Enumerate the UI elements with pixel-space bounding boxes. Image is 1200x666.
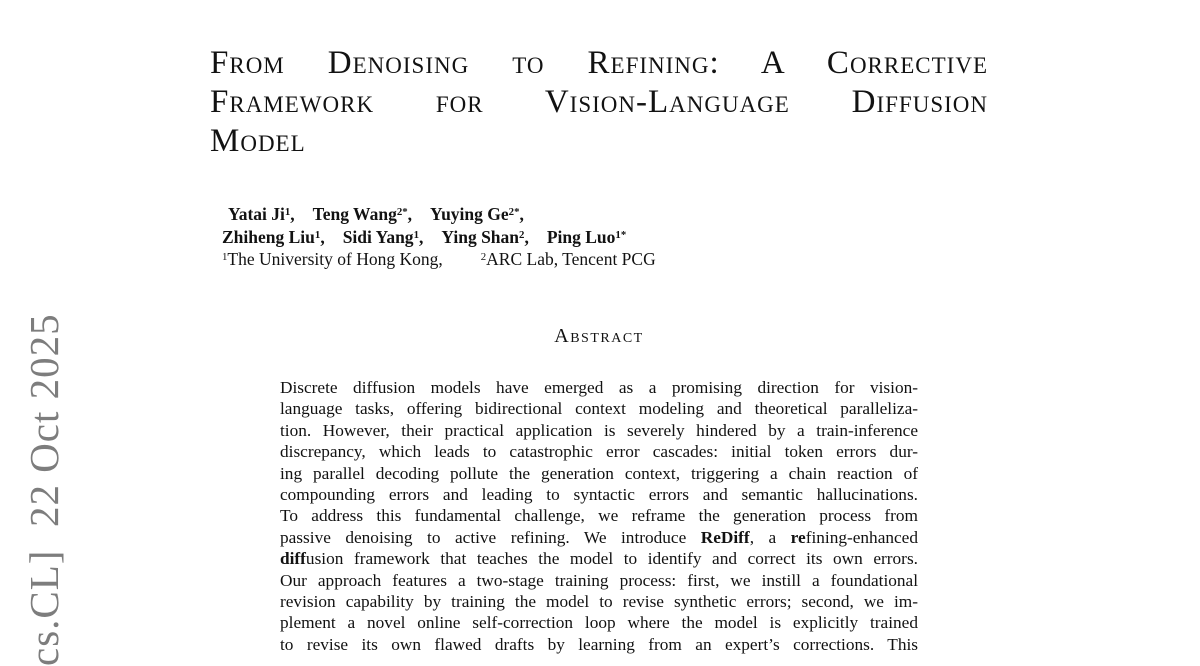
- title-line-2: Framework for Vision-Language Diffusion: [210, 84, 988, 120]
- abstract-line-11: revision capability by training the model to revise synthetic errors; second, we im-: [280, 592, 918, 612]
- author-affiliation-mark: 1*: [615, 228, 627, 241]
- arxiv-watermark: cs.CL] 22 Oct 2025: [21, 313, 67, 666]
- author-yatai-ji: Yatai Ji$^1$,: [228, 204, 295, 224]
- title-line-3: Model: [210, 123, 306, 159]
- abstract-line-13: to revise its own flawed drafts by learning from an expert’s corrections. This: [280, 634, 918, 654]
- abstract-line-5: ing parallel decoding pollute the generation context, triggering a chain reaction of: [280, 463, 918, 483]
- author-yuying-ge: Yuying $Ge^{2*}$,: [430, 204, 524, 224]
- affiliation-line: [222, 248, 656, 271]
- author-affiliation-mark: 2: [519, 228, 525, 241]
- title-line-1: From Denoising to Refining: A Corrective: [210, 45, 988, 81]
- author-affiliation-mark: 1: [284, 206, 291, 219]
- abstract-line-1: Discrete diffusion models have emerged as a promising direction for vision-: [280, 378, 918, 397]
- author-affiliation-mark: 2*: [508, 206, 520, 219]
- affiliation-2: $^2$ARC Lab, Tencent PCG: [480, 249, 656, 269]
- abstract-line-3: tion. However, their practical application is severely hindered by a train-inference: [280, 420, 918, 440]
- author-ying-shan: Ying Shan$^2$,: [441, 226, 529, 247]
- abstract-heading: Abstract: [554, 325, 644, 347]
- author-teng-wang: Teng Wang$^{2*}$,: [312, 204, 413, 224]
- author-line-2: [222, 226, 656, 249]
- abstract-line-2: language tasks, offering bidirectional context modeling and theoretical paralleliza-: [280, 399, 918, 419]
- abstract-line-4: discrepancy, which leads to catastrophic error cascades: initial token errors dur-: [280, 442, 918, 462]
- author-affiliation-mark: 1: [413, 228, 419, 241]
- abstract-line-8: passive denoising to active refining. We introduce ReDiff, a refining-enhanced: [280, 527, 918, 547]
- author-block: [222, 203, 656, 271]
- abstract-line-7: To address this fundamental challenge, we reframe the generation process from: [280, 506, 918, 526]
- author-zhiheng-liu: Zhiheng Liu$^1$,: [222, 226, 325, 247]
- abstract-line-12: plement a novel online self-correction loop where the model is explicitly trained: [280, 613, 918, 633]
- author-affiliation-mark: 2*: [396, 206, 408, 219]
- abstract-line-9: diffusion framework that teaches the model to identify and correct its own errors.: [280, 549, 918, 569]
- author-sidi-yang: Sidi Yang$^1$,: [342, 226, 424, 247]
- abstract-line-10: Our approach features a two-stage training process: first, we instill a foundational: [280, 570, 918, 590]
- author-affiliation-mark: 1: [314, 228, 321, 241]
- abstract-body: [280, 377, 918, 655]
- author-line-1: [222, 203, 656, 226]
- affiliation-1: $^1$The University of Hong Kong,: [222, 249, 443, 269]
- abstract-line-6: compounding errors and leading to syntactic errors and semantic hallucinations.: [280, 485, 918, 505]
- paper-title: [210, 44, 988, 161]
- author-ping-luo: Ping Luo$^{1*}$: [546, 226, 627, 247]
